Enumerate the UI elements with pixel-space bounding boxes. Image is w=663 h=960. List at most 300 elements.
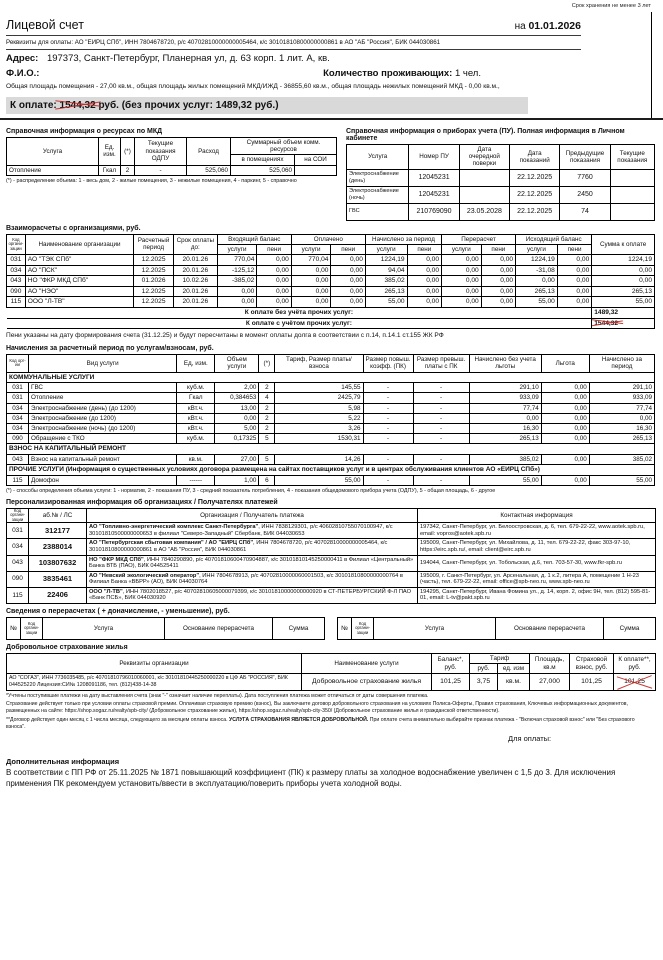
recalc-section [6, 617, 655, 640]
table-cell: 94,04 [365, 265, 407, 276]
table-row [7, 475, 655, 485]
table-cell: Обращение с ТКО [29, 434, 177, 444]
retention-note: Срок хранения не менее 3 лет [571, 3, 651, 9]
table-cell: 12.2025 [134, 286, 174, 297]
table-cell: 525,060 [187, 165, 231, 175]
table-cell: 1224,19 [365, 255, 407, 266]
resources-title: Справочная информация о ресурсах по МКД [6, 127, 163, 135]
reference-info-section [6, 124, 655, 221]
table-cell: 5,98 [275, 403, 363, 413]
table-cell: 0,00 [291, 286, 331, 297]
col-service: Услуга [374, 617, 496, 639]
table-cell: -125,12 [217, 265, 257, 276]
table-cell: АО "ТЭК СПб" [25, 255, 134, 266]
table-cell: 0,00 [407, 255, 441, 266]
table-cell: куб.м. [177, 434, 215, 444]
orgs-title: Персонализированная информация об организациях / Получателях платежей [6, 498, 278, 506]
table-cell: 22.12.2025 [510, 203, 560, 220]
table-cell: 0,00 [557, 297, 591, 308]
col-contact-info: Контактная информация [418, 508, 656, 523]
table-cell: НО "ФКР МКД СПб" [25, 276, 134, 287]
table-cell: - [413, 383, 469, 393]
table-row [7, 255, 655, 266]
table-cell: 27,00 [215, 454, 259, 464]
table-cell: - [363, 475, 413, 485]
accruals-title: Начисления за расчетный период по услугам/взносам, руб. [6, 345, 214, 353]
corner-crop-mark [651, 12, 652, 118]
table-row [347, 169, 655, 186]
col-unit: Ед. изм. [99, 137, 121, 165]
table-cell: 7760 [560, 169, 610, 186]
table-cell: - [363, 393, 413, 403]
col-tariff-rub: руб. [470, 664, 498, 674]
table-cell: 0,00 [331, 255, 365, 266]
residents-count: Количество проживающих: 1 чел. [323, 68, 481, 79]
table-row [7, 393, 655, 403]
table-cell: - [413, 393, 469, 403]
table-row [7, 413, 655, 423]
section-row-other-services: ПРОЧИЕ УСЛУГИ (Информация о существенных условиях договора размещена на сайтах поставщиков услуг и в центрах обслуживания клиентов АО «ЕИРЦ СПб») [7, 465, 655, 475]
table-cell: 043 [7, 454, 29, 464]
col-services: услуги [442, 244, 482, 254]
table-cell: 0,00 [442, 265, 482, 276]
table-cell: 0,00 [541, 434, 589, 444]
recalc-table-left [6, 617, 325, 640]
table-cell: 16,30 [469, 423, 541, 433]
table-cell: 2 [259, 383, 275, 393]
table-cell: 0,00 [257, 265, 291, 276]
area-info: Общая площадь помещения - 27,00 кв.м., общая площадь жилых помещений МКД/ИЖД - 36855,60 кв.м., общая площадь нежилых помещений МКД - 0,00 кв.м., [6, 83, 500, 90]
table-cell: - [363, 413, 413, 423]
address-value: 197373, Санкт-Петербург, Планерная ул, д. 63 корп. 1 лит. А, кв. [46, 53, 330, 64]
recalc-title: Сведения о перерасчетах ( + доначисление, - уменьшение), руб. [6, 607, 230, 615]
table-cell: Гкал [177, 393, 215, 403]
col-star: (*) [121, 137, 135, 165]
table-cell: кВт.ч. [177, 403, 215, 413]
table-cell: 0,00 [541, 454, 589, 464]
table-cell: 210769090 [409, 203, 459, 220]
table-row [7, 297, 655, 308]
peni-note: Пени указаны на дату формирования счета (31.12.25) и будут пересчитаны в момент оплаты долга в соответствии с п.14, п.14.1 ст.155 ЖК РФ [6, 332, 444, 340]
table-cell: 0,00 [541, 393, 589, 403]
table-cell: 2,00 [215, 383, 259, 393]
col-current-readings: Текущие показания [610, 144, 654, 169]
total-without-value: 1489,32 [592, 307, 655, 318]
table-cell: 55,00 [589, 475, 654, 485]
col-accrued: Начислено за период [365, 234, 441, 244]
col-service: Услуга [347, 144, 409, 169]
table-cell: - [413, 423, 469, 433]
col-previous-readings: Предыдущие показания [560, 144, 610, 169]
col-odpu: Текущие показания ОДПУ [135, 137, 187, 165]
table-cell: 031 [7, 383, 29, 393]
table-cell: 12045231 [409, 169, 459, 186]
table-cell: - [413, 475, 469, 485]
meters-table [346, 144, 655, 221]
table-cell: 933,09 [589, 393, 654, 403]
col-peni: пени [407, 244, 441, 254]
table-cell: 0,00 [331, 297, 365, 308]
table-cell: 0,00 [442, 286, 482, 297]
table-cell: АО "ПСК" [25, 265, 134, 276]
table-cell: 933,09 [469, 393, 541, 403]
col-service-name: Наименование услуги [302, 653, 432, 673]
table-cell: - [413, 434, 469, 444]
table-cell: куб.м. [177, 383, 215, 393]
additional-info-title: Дополнительная информация [6, 757, 120, 767]
table-cell [610, 169, 654, 186]
table-cell [459, 169, 509, 186]
divider-thick [0, 118, 663, 120]
table-cell: 0,00 [469, 413, 541, 423]
table-cell: 0,00 [481, 297, 515, 308]
table-row [7, 403, 655, 413]
table-cell: 0,00 [541, 383, 589, 393]
table-cell: ГВС [347, 203, 409, 220]
table-cell: 77,74 [589, 403, 654, 413]
table-cell: - [413, 403, 469, 413]
table-cell: Взнос на капитальный ремонт [29, 454, 177, 464]
col-consumption: Расход [187, 137, 231, 165]
table-cell: 20.01.26 [173, 265, 217, 276]
table-cell: 20.01.26 [173, 255, 217, 266]
total-without-label: К оплате без учёта прочих услуг: [7, 307, 592, 318]
table-row [7, 383, 655, 393]
col-area: Площадь, кв.м [530, 653, 570, 673]
col-basis: Основание перерасчета [496, 617, 604, 639]
table-cell: 12045231 [409, 186, 459, 203]
divider [6, 49, 581, 50]
col-service-type: Вид услуги [29, 355, 177, 372]
table-row [7, 265, 655, 276]
col-outgoing-balance: Исходящий баланс [516, 234, 592, 244]
table-cell: 0,00 [257, 297, 291, 308]
fio-label: Ф.И.О.: [6, 68, 40, 79]
table-cell: 22.12.2025 [510, 169, 560, 186]
table-cell: 0,00 [257, 286, 291, 297]
table-row [347, 203, 655, 220]
col-org-code: Код органи-зации [21, 617, 43, 639]
meters-panel [346, 124, 655, 221]
org-row: 031 312177 АО "Топливно-энергетический комплекс Санкт-Петербурга", ИНН 7838129301, р/с 40602810755070100947, к/с 30101810500000000653 в филиал "Северо-Западный" Сбербанк, БИК 044030653 197342, Санкт-Петербург, ул. Белоостровская, д. 6, тел. 679-22-22, www.aotek.spb.ru, email: vopros@aotek.spb.ru [7, 523, 656, 539]
col-peni: пени [481, 244, 515, 254]
insurance-table [6, 653, 656, 691]
insurance-area: 27,000 [530, 674, 570, 690]
table-cell [610, 186, 654, 203]
table-cell: 01.2026 [134, 276, 174, 287]
col-benefit: Льгота [541, 355, 589, 372]
org-row: 090 3835461 АО "Невский экологический оператор", ИНН 7804678913, р/с 40702810000060001503, к/с 30101810800000000764 в Филиал Банка «ВБРР» (АО), БИК 044030764 195009, г. Санкт-Петербург, ул. Арсенальная, д. 1 к.2, литера А, помещение 1 Н-23 (часть), тел. 679-22-22, email: office@spb-neo.ru, www.spb-neo.ru [7, 571, 656, 587]
insurance-service: Добровольное страхование жилья [302, 674, 432, 690]
table-cell: 0,00 [407, 297, 441, 308]
col-pk-coeff: Размер повыш. коэфф. (ПК) [363, 355, 413, 372]
table-cell: кв.м. [177, 454, 215, 464]
table-cell: 034 [7, 265, 26, 276]
section-row-capital-repair: ВЗНОС НА КАПИТАЛЬНЫЙ РЕМОНТ [7, 444, 655, 454]
table-cell: - [363, 434, 413, 444]
col-org-payee: Организация / Получатель платежа [87, 508, 418, 523]
col-peni: пени [557, 244, 591, 254]
col-next-check-date: Дата очередной поверки [459, 144, 509, 169]
table-cell: 1,00 [215, 475, 259, 485]
table-cell: - [363, 454, 413, 464]
table-cell: 55,00 [469, 475, 541, 485]
table-cell: 145,55 [275, 383, 363, 393]
table-cell: 0,384653 [215, 393, 259, 403]
table-cell: - [363, 423, 413, 433]
table-cell: 55,00 [592, 297, 655, 308]
col-tariff-unit: ед. изм [498, 664, 530, 674]
col-premium: Страховой взнос, руб. [570, 653, 614, 673]
col-tariff: Тариф [470, 653, 530, 663]
page-title: Лицевой счет [6, 18, 84, 32]
table-cell: 2 [259, 403, 275, 413]
table-cell: 525,060 [231, 165, 295, 175]
table-cell: - [363, 383, 413, 393]
table-cell: - [363, 403, 413, 413]
table-cell: 12.2025 [134, 255, 174, 266]
table-cell: -31,08 [516, 265, 558, 276]
table-cell: 090 [7, 286, 26, 297]
table-cell: 2450 [560, 186, 610, 203]
table-cell: - [135, 165, 187, 175]
recalc-table-right [337, 617, 656, 640]
table-cell: 0,00 [592, 276, 655, 287]
table-cell: 265,13 [592, 286, 655, 297]
table-cell: 0,00 [589, 413, 654, 423]
payment-requisites: Реквизиты для оплаты: АО "ЕИРЦ СПб", ИНН 7804678720, р/с 40702810000000005464, к/с 30101810800000000861 в АО "АБ "Россия", БИК 044030861 [6, 39, 441, 46]
payable-amount-crossed: 1544,32 [59, 99, 96, 111]
col-incoming-balance: Входящий баланс [217, 234, 291, 244]
table-cell: Электроснабжение (день) (до 1200) [29, 403, 177, 413]
additional-info-text: В соответствии с ПП РФ от 25.11.2025 № 1871 повышающий коэффициент (ПК) к размеру платы за холодное водоснабжение увеличен с 1,5 до 3. Для исключения применения ПК рекомендуем установить/ввести в эксплуатацию/поверить приборы учета холодной воды. [6, 768, 616, 789]
fio-row [6, 68, 581, 79]
col-tariff: Тариф, Размер платы/взноса [275, 355, 363, 372]
table-cell: 0,00 [217, 286, 257, 297]
col-peni: пени [331, 244, 365, 254]
total-with-value: 1544,32 [592, 318, 655, 329]
insurance-title: Добровольное страхование жилья [6, 643, 128, 651]
insurance-tariff-rub: 3,75 [470, 674, 498, 690]
table-cell [295, 165, 337, 175]
table-cell: 0,17325 [215, 434, 259, 444]
table-cell: Электроснабжение (день) [347, 169, 409, 186]
table-cell: 1224,19 [592, 255, 655, 266]
col-num: № [7, 617, 21, 639]
table-cell: 385,02 [365, 276, 407, 287]
invoice-date: на 01.01.2026 [514, 20, 581, 32]
col-star: (*) [259, 355, 275, 372]
col-org-code: Код органи-зации [7, 508, 29, 523]
col-unit: Ед, изм. [177, 355, 215, 372]
table-cell: 034 [7, 423, 29, 433]
table-cell: 385,02 [469, 454, 541, 464]
table-cell: 6 [259, 475, 275, 485]
table-cell: 770,04 [217, 255, 257, 266]
insurance-footnote-1: *Учтены поступившие платежи на дату выставления счета (знак "-" означает наличие переплаты). Дата поступления платежа может отличаться от даты совершения платежа. [6, 692, 429, 699]
table-cell: 2 [121, 165, 135, 175]
col-services: услуги [365, 244, 407, 254]
organizations-table [6, 508, 656, 604]
col-org-code: Код органи-зации [352, 617, 374, 639]
table-row [7, 423, 655, 433]
table-cell: - [413, 454, 469, 464]
table-cell: Электроснабжение (ночь) (до 1200) [29, 423, 177, 433]
table-cell: 5,00 [215, 423, 259, 433]
col-sum: Сумма [273, 617, 325, 639]
table-cell: 0,00 [541, 475, 589, 485]
table-cell: 0,00 [215, 413, 259, 423]
table-cell [459, 186, 509, 203]
table-cell: 20.01.26 [173, 286, 217, 297]
resources-table [6, 137, 337, 176]
table-cell: 22.12.2025 [510, 186, 560, 203]
table-cell: 265,13 [516, 286, 558, 297]
col-paid: Оплачено [291, 234, 365, 244]
table-cell: 55,00 [516, 297, 558, 308]
col-org-code: Код органи-зации [7, 234, 26, 254]
table-cell: 2425,79 [275, 393, 363, 403]
col-due-date: Срок оплаты до: [173, 234, 217, 254]
table-cell: 5 [259, 454, 275, 464]
col-balance: Баланс*, руб. [432, 653, 470, 673]
table-cell: 0,00 [516, 276, 558, 287]
table-cell: 5 [259, 434, 275, 444]
table-cell: 2 [259, 423, 275, 433]
table-cell: 55,00 [365, 297, 407, 308]
table-cell: кВт.ч. [177, 413, 215, 423]
insurer-requisites: АО "СОГАЗ", ИНН 7736035485, р/с 40701810796010060001, к/с 30101810445250000220 в ЦФ АБ "РОССИЯ", БИК 044525220 Лицензия:СИ№ 1208091186, тел. (812)438-14-38 [7, 674, 302, 690]
table-cell: 0,00 [557, 276, 591, 287]
table-cell: 0,00 [291, 276, 331, 287]
col-soi: на СОИ [295, 155, 337, 165]
table-cell: Отопление [7, 165, 99, 175]
insurance-balance: 101,25 [432, 674, 470, 690]
table-cell: 0,00 [557, 255, 591, 266]
table-cell: 0,00 [592, 265, 655, 276]
accruals-table [6, 354, 655, 486]
table-cell: 0,00 [557, 286, 591, 297]
insurance-row [7, 674, 656, 690]
total-with-label: К оплате с учётом прочих услуг: [7, 318, 592, 329]
table-cell: 13,00 [215, 403, 259, 413]
table-cell: 4 [259, 393, 275, 403]
col-services: услуги [217, 244, 257, 254]
table-row [7, 276, 655, 287]
table-cell: Домофон [29, 475, 177, 485]
total-without-row [7, 307, 655, 318]
settlements-title: Взаиморасчеты с организациями, руб. [6, 224, 141, 232]
table-cell: 265,13 [469, 434, 541, 444]
table-cell: 385,02 [589, 454, 654, 464]
for-payment-label: Для оплаты: [508, 734, 552, 744]
org-row: 043 103807632 НО "ФКР МКД СПб", ИНН 7840290890, р/с 40701810600470904887, к/с 30101810145250000411 в Филиал «Центральный» Банка ВТБ (ПАО), БИК 044525411 194044, Санкт-Петербург, ул. Тобольская, д.6, тел. 703-57-30, www.fkr-spb.ru [7, 555, 656, 571]
table-cell: Электроснабжение (до 1200) [29, 413, 177, 423]
col-accrued-no-benefit: Начислено без учета льготы [469, 355, 541, 372]
table-cell: 265,13 [589, 434, 654, 444]
table-cell: 16,30 [589, 423, 654, 433]
title-bar [6, 18, 581, 32]
table-cell: 0,00 [481, 276, 515, 287]
table-cell: АО "НЭО" [25, 286, 134, 297]
insurance-footnote-2: Страхование действует только при условии оплаты страховой премии. Оплачивая страховую премию (взнос), Вы заключаете договор добровольного страхования на условиях Полиса-Оферты, Правил страхования, Ключевых информационных документов, размещенных на сайте: https://shop.sogaz.ru/realty/spb-city/ (Добровольное страхование жилья), https://shop.sogaz.ru/realty/spb-city-350/ (Добровольное страхование жилья и гражданской ответственности). [6, 701, 628, 715]
divider [6, 35, 581, 36]
table-cell: 115 [7, 297, 26, 308]
accruals-footnote: (*) - способы определения объема услуги: 1 - норматив, 2 - показания ПУ, 3 - средний показатель потребления, 4 - показания общедомового прибора учета (ОДПУ), 5 - общая площадь, 6 - другое [6, 487, 496, 494]
table-cell: 031 [7, 393, 29, 403]
table-cell: 0,00 [407, 276, 441, 287]
table-cell: 0,00 [541, 403, 589, 413]
table-cell: 0,00 [291, 265, 331, 276]
table-cell: Электроснабжение (ночь) [347, 186, 409, 203]
address-row [6, 53, 581, 64]
col-account-number: аб.№ / ЛС [29, 508, 87, 523]
table-cell: 23.05.2028 [459, 203, 509, 220]
col-payable: К оплате**, руб. [614, 653, 656, 673]
table-cell: 0,00 [442, 276, 482, 287]
table-cell: 265,13 [365, 286, 407, 297]
table-cell: 3,26 [275, 423, 363, 433]
insurance-footnote-3: **Договор действует один месяц с 1 числа месяца, следующего за месяцем оплаты взноса. УСЛУГА СТРАХОВАНИЯ ЯВЛЯЕТСЯ ДОБРОВОЛЬНОЙ. При оплате счета внимательно выбирайте признак платежа - "Включая страховой взнос" или "Без страхового взноса". [6, 716, 635, 730]
table-cell: 0,00 [331, 286, 365, 297]
resources-footnote: (*) - распределение объема: 1 - весь дом, 2 - жилые помещения, 3 - нежилые помещения, 4 - паркинг, 5 - справочно [6, 177, 297, 184]
col-pk-excess: Размер превыш. платы с ПК [413, 355, 469, 372]
col-services: услуги [291, 244, 331, 254]
table-cell: Отопление [29, 393, 177, 403]
total-with-row [7, 318, 655, 329]
table-cell: 0,00 [541, 423, 589, 433]
table-cell: 77,74 [469, 403, 541, 413]
resources-panel [6, 124, 336, 221]
settlements-table [6, 234, 655, 330]
col-services: услуги [516, 244, 558, 254]
table-cell: 0,00 [481, 255, 515, 266]
table-cell: 0,00 [257, 276, 291, 287]
table-cell: 034 [7, 403, 29, 413]
table-row [7, 165, 337, 175]
table-cell: 031 [7, 255, 26, 266]
table-cell: 12.2025 [134, 297, 174, 308]
table-cell: 10.02.26 [173, 276, 217, 287]
table-cell: 1530,31 [275, 434, 363, 444]
table-cell: 291,10 [589, 383, 654, 393]
table-cell: 0,00 [331, 276, 365, 287]
total-payable-bar: К оплате: 1544,32 руб. (без прочих услуг: 1489,32 руб.) [6, 97, 528, 114]
table-cell: 0,00 [442, 255, 482, 266]
col-service-code: Код орг-ии [7, 355, 29, 372]
table-cell: ГВС [29, 383, 177, 393]
table-cell: 1224,19 [516, 255, 558, 266]
col-num: № [338, 617, 352, 639]
col-in-premises: в помещениях [231, 155, 295, 165]
table-row [347, 186, 655, 203]
table-cell: 090 [7, 434, 29, 444]
org-row: 034 2388014 АО "Петербургская сбытовая компания" / АО "ЕИРЦ СПб", ИНН 7804678720, р/с 40702810000000005464, к/с 30101810800000000861 в АО "АБ "Россия", БИК 044030861 195009, Санкт-Петербург, ул. Михайлова, д. 11, тел. 679-22-22, факс 303-97-10, https://eirc.spb.ru/, email: client@eirc.spb.ru [7, 539, 656, 555]
table-cell: 0,00 [481, 286, 515, 297]
col-service: Услуга [7, 137, 99, 165]
insurance-tariff-unit: кв.м. [498, 674, 530, 690]
table-cell: 74 [560, 203, 610, 220]
table-cell: 14,26 [275, 454, 363, 464]
table-cell [610, 203, 654, 220]
table-cell: 0,00 [407, 265, 441, 276]
table-cell: ООО "Л-ТВ" [25, 297, 134, 308]
table-cell: 0,00 [331, 265, 365, 276]
address-label: Адрес: [6, 53, 39, 64]
meters-title: Справочная информация о приборах учета (ПУ). Полная информация в Личном кабинете [346, 127, 625, 142]
table-row [7, 434, 655, 444]
table-cell: 0,00 [291, 297, 331, 308]
